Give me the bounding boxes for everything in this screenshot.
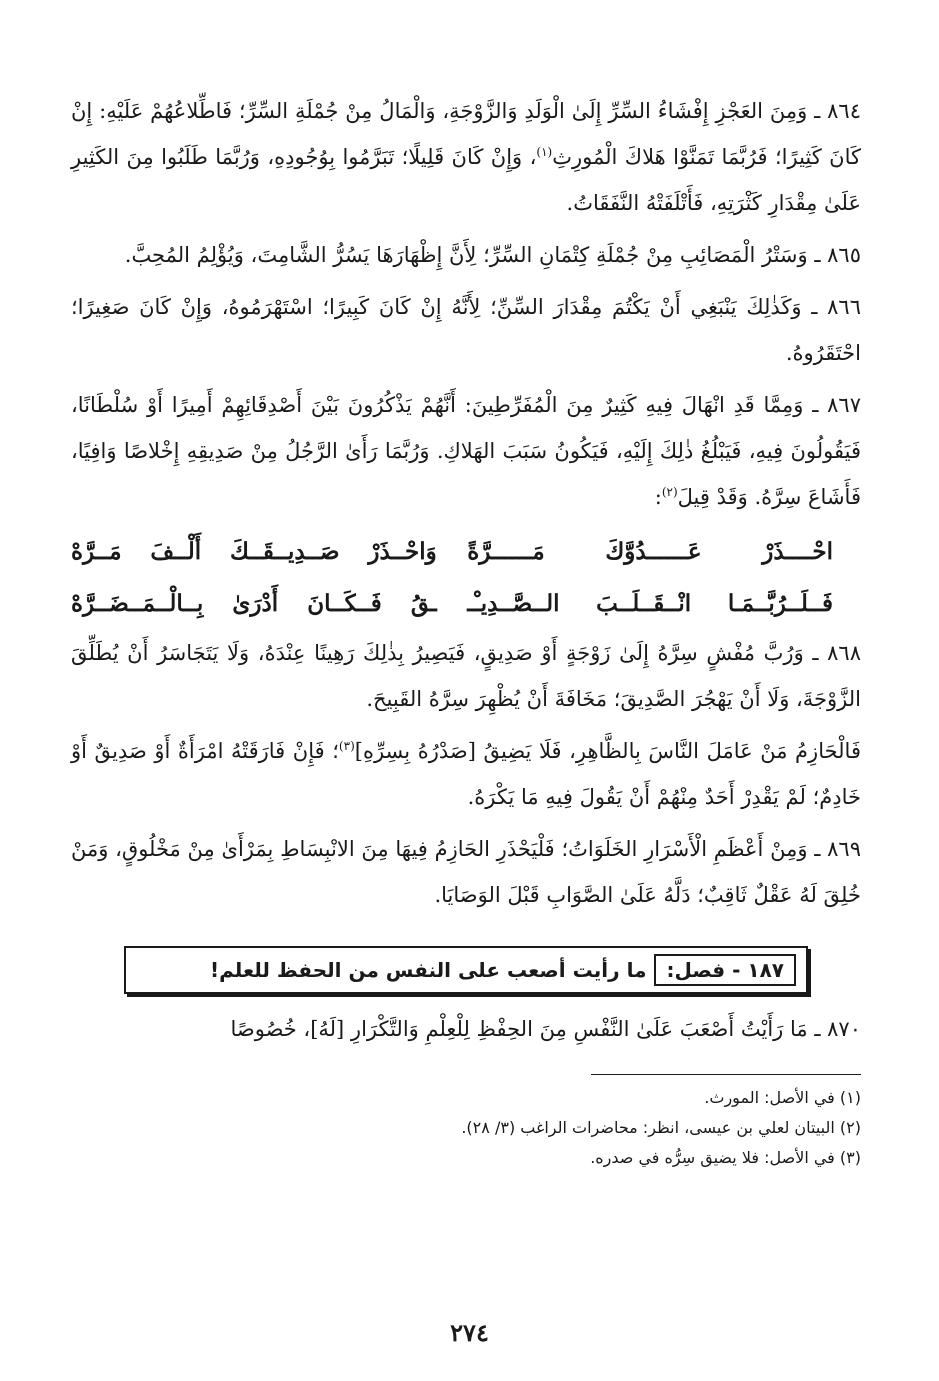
section-heading-wrap xyxy=(71,946,861,994)
section-heading xyxy=(124,946,808,994)
paragraph-p869 xyxy=(71,826,861,918)
footnote-ref: (٣) xyxy=(338,739,355,753)
paragraph-p870 xyxy=(71,1006,861,1052)
poem xyxy=(71,526,861,630)
poem-verse xyxy=(71,526,861,578)
page-number: ٢٧٤ xyxy=(450,1318,489,1347)
paragraph-p868b xyxy=(71,728,861,820)
footnote-ref: (١) xyxy=(536,145,553,159)
paragraph-text: ٨٦٨ ـ وَرُبَّ مُفْشٍ سِرَّهُ إِلَىٰ زَوْجَةٍ أَوْ صَدِيقٍ، فَيَصِيرُ بِذٰلِكَ رَهِينًا عِنْدَهُ، وَلَا يَتَجَاسَرُ أَنْ يُطَلِّقَ الزَّوْجَةَ، وَلَا أَنْ يَهْجُرَ الصَّدِيقَ؛ مَخَافَةَ أَنْ يُظْهِرَ سِرَّهُ القَبِيحَ. xyxy=(71,641,861,711)
paragraph-text: فَالْحَازِمُ مَنْ عَامَلَ النَّاسَ بِالظَّاهِرِ، فَلَا يَضِيقُ [صَدْرُهُ بِسِرِّهِ] xyxy=(354,739,861,763)
paragraph-text: ٨٦٥ ـ وَسَتْرُ الْمَصَائِبِ مِنْ جُمْلَةِ كِتْمَانِ السِّرِّ؛ لِأَنَّ إِظْهَارَهَا يَسُرُّ الشَّامِتَ، وَيُؤْلِمُ المُحِبَّ. xyxy=(124,243,861,267)
paragraph-text: ٨٦٦ ـ وَكَذٰلِكَ يَنْبَغِي أَنْ يَكْتُمَ مِقْدَارَ السِّنِّ؛ لِأَنَّهُ إِنْ كَانَ كَبِيرًا؛ اسْتَهْرَمُوهُ، وَإِنْ كَانَ صَغِيرًا؛ احْتَقَرُوهُ. xyxy=(71,295,861,365)
poem-verse xyxy=(71,578,861,630)
verse-first-hemistich: فَــلَــرُبَّــمَـا انْــقَــلَــبَ الــصَّــدِيـْـ xyxy=(467,590,833,617)
paragraph-text: ٨٦٩ ـ وَمِنْ أَعْظَمِ الْأَسْرَارِ الخَلَوَاتُ؛ فَلْيَحْذَرِ الحَازِمُ فِيهَا مِنَ الانْبِسَاطِ بِمَرْأَىٰ مِنْ مَخْلُوقٍ، وَمَنْ خُلِقَ لَهُ عَقْلٌ ثَاقِبٌ؛ دَلَّهُ عَلَىٰ الصَّوَابِ قَبْلَ الوَصَايَا. xyxy=(71,837,861,907)
section-label: ١٨٧ - فصل: xyxy=(654,954,796,986)
paragraph-text: ٨٧٠ ـ مَا رَأَيْتُ أَصْعَبَ عَلَىٰ النَّفْسِ مِنَ الحِفْظِ لِلْعِلْمِ وَالتَّكْرَارِ [لَهُ]، خُصُوصًا xyxy=(230,1017,861,1041)
paragraph-p867 xyxy=(71,382,861,520)
paragraph-p865 xyxy=(71,232,861,278)
footnote-divider xyxy=(591,1074,861,1075)
verse-second-hemistich: وَاحْــذَرْ صَــدِيــقَــكَ أَلْــفَ مَــرَّهْ xyxy=(71,538,437,565)
paragraph-p864 xyxy=(71,88,861,226)
paragraph-text: ٨٦٧ ـ وَمِمَّا قَدِ انْهَالَ فِيهِ كَثِيرٌ مِنَ الْمُفَرِّطِينَ: أَنَّهُمْ يَذْكُرُونَ بَيْنَ أَصْدِقَائِهِمْ أَمِيرًا أَوْ سُلْطَانًا، فَيَقُولُونَ فِيهِ، فَيَبْلُغُ ذٰلِكَ إِلَيْهِ، فَيَكُونُ سَبَبَ الهَلاكِ. وَرُبَّمَا رَأَىٰ الرَّجُلُ مِنْ صَدِيقِهِ إِخْلاصًا وَافِيًا، فَأَشَاعَ سِرَّهُ. وَقَدْ قِيلَ xyxy=(71,393,861,509)
section-title: ما رأيت أصعب على النفس من الحفظ للعلم! xyxy=(210,958,647,982)
footnote-ref: (٢) xyxy=(661,485,678,499)
verse-first-hemistich: احْــــذَرْ عَــــــدُوَّكَ مَــــــرَّةً xyxy=(467,538,833,565)
paragraph-text-tail: ؛ فَإِنْ فَارَقَتْهُ امْرَأَةٌ أَوْ صَدِيقٌ أَوْ خَادِمٌ؛ لَمْ يَقْدِرْ أَحَدٌ مِنْهُمْ أَنْ يَقُولَ فِيهِ مَا يَكْرَهُ. xyxy=(71,739,861,809)
paragraphs-top xyxy=(71,88,861,520)
footnote-2: (٢) البيتان لعلي بن عيسى، انظر: محاضرات الراغب (٣/ ٢٨). xyxy=(461,1118,861,1137)
footnotes xyxy=(71,1083,861,1173)
paragraph-p866 xyxy=(71,284,861,376)
footnote-1: (١) في الأصل: المورث. xyxy=(704,1088,861,1107)
paragraphs-bottom xyxy=(71,1006,861,1052)
verse-second-hemistich: ـقُ فَــكَــانَ أَدْرَىٰ بِــالْــمَــضَــرَّهْ xyxy=(71,590,437,617)
paragraph-text-tail: : xyxy=(654,485,662,509)
page-body xyxy=(71,88,861,1173)
paragraphs-mid xyxy=(71,630,861,918)
paragraph-text-tail: ، وَإِنْ كَانَ قَلِيلًا؛ تَبَرَّمُوا بِوُجُودِهِ، وَرُبَّمَا طَلَبُوا مِنَ الكَثِيرِ عَلَىٰ مِقْدَارِ كَثْرَتِهِ، فَأَتْلَفَتْهُ النَّفَقَاتُ. xyxy=(71,145,861,215)
footnote-3: (٣) في الأصل: فلا يضيق سِرُّه في صدره. xyxy=(590,1148,861,1167)
paragraph-p868 xyxy=(71,630,861,722)
paragraph-text: ٨٦٤ ـ وَمِنَ العَجْزِ إِفْشَاءُ السِّرِّ إِلَىٰ الْوَلَدِ وَالزَّوْجَةِ، وَالْمَالُ مِنْ جُمْلَةِ السِّرِّ؛ فَاطِّلاعُهُمْ عَلَيْهِ: إِنْ كَانَ كَثِيرًا؛ فَرُبَّمَا تَمَنَّوْا هَلاكَ الْمُورِثِ xyxy=(71,99,861,169)
